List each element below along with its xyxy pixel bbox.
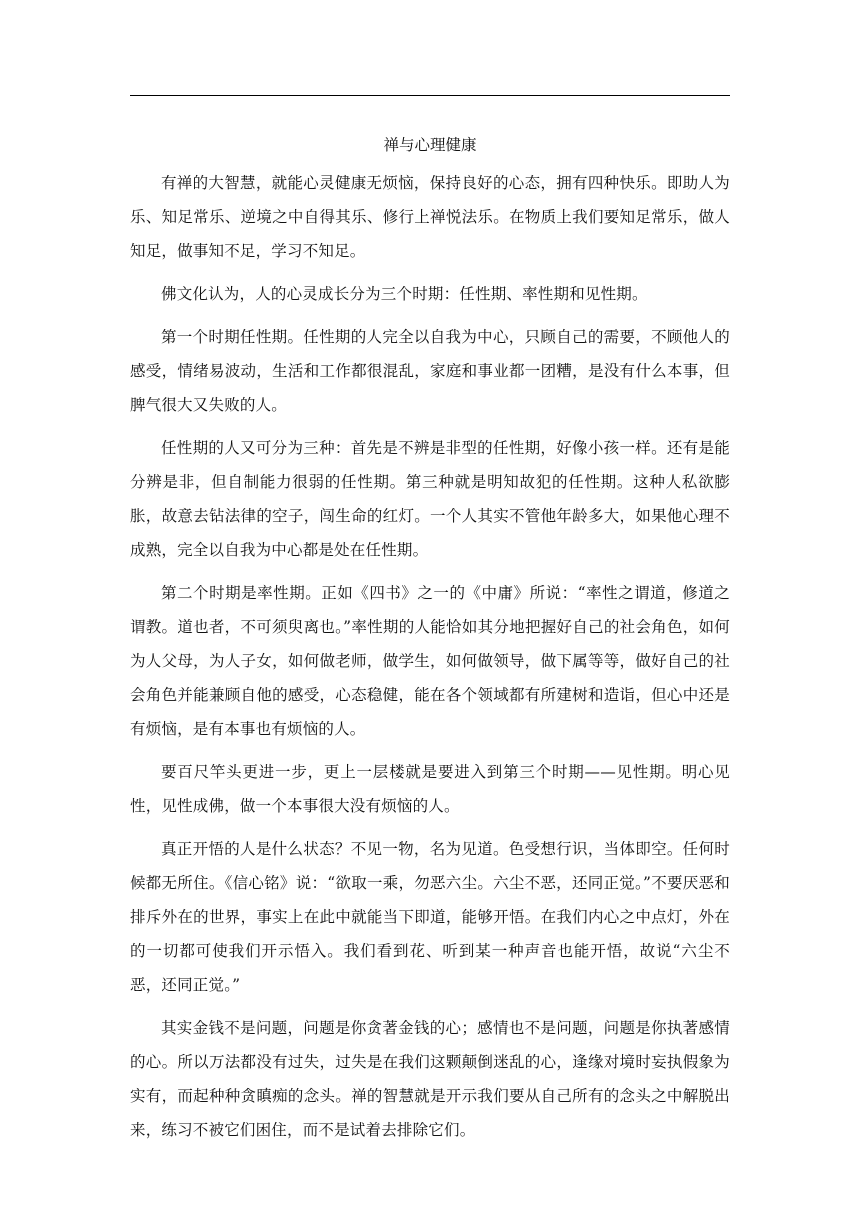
paragraph-4: 任性期的人又可分为三种：首先是不辨是非型的任性期，好像小孩一样。还有是能分辨是非，但自制能力很弱的任性期。第三种就是明知故犯的任性期。这种人私欲膨胀，故意去钻法律的空子，闯生命的红灯。一个人其实不管他年龄多大，如果他心理不成熟，完全以自我为中心都是处在任性期。 — [130, 439, 730, 559]
paragraph-7: 真正开悟的人是什么状态？不见一物，名为见道。色受想行识，当体即空。任何时候都无所住。《信心铭》说：“欲取一乘，勿恶六尘。六尘不恶，还同正觉。”不要厌恶和排斥外在的世界，事实上在此中就能当下即道，能够开悟。在我们内心之中点灯，外在的一切都可使我们开示悟入。我们看到花、听到某一种声音也能开悟，故说“六尘不恶，还同正觉。” — [130, 840, 730, 994]
paragraph-5: 第二个时期是率性期。正如《四书》之一的《中庸》所说：“率性之谓道，修道之谓教。道也者，不可须臾离也。”率性期的人能恰如其分地把握好自己的社会角色，如何为人父母，为人子女，如何做老师，做学生，如何做领导，做下属等等，做好自己的社会角色并能兼顾自他的感受，心态稳健，能在各个领域都有所建树和造诣，但心中还是有烦恼，是有本事也有烦恼的人。 — [130, 584, 730, 738]
paragraph-1: 有禅的大智慧，就能心灵健康无烦恼，保持良好的心态，拥有四种快乐。即助人为乐、知足常乐、逆境之中自得其乐、修行上禅悦法乐。在物质上我们要知足常乐，做人知足，做事知不足，学习不知足。 — [130, 174, 730, 260]
header-rule — [130, 95, 730, 96]
paragraph-2: 佛文化认为，人的心灵成长分为三个时期：任性期、率性期和见性期。 — [161, 285, 648, 303]
document-title: 禅与心理健康 — [383, 136, 477, 154]
paragraph-6: 要百尺竿头更进一步，更上一层楼就是要进入到第三个时期——见性期。明心见性，见性成佛，做一个本事很大没有烦恼的人。 — [130, 763, 730, 815]
paragraph-3: 第一个时期任性期。任性期的人完全以自我为中心，只顾自己的需要，不顾他人的感受，情绪易波动，生活和工作都很混乱，家庭和事业都一团糟，是没有什么本事，但脾气很大又失败的人。 — [130, 328, 730, 414]
paragraph-8: 其实金钱不是问题，问题是你贪著金钱的心；感情也不是问题，问题是你执著感情的心。所以万法都没有过失，过失是在我们这颗颠倒迷乱的心，逢缘对境时妄执假象为实有，而起种种贪瞋痴的念头。禅的智慧就是开示我们要从自己所有的念头之中解脱出来，练习不被它们困住，而不是试着去排除它们。 — [130, 1019, 730, 1139]
document-body — [130, 128, 730, 1156]
